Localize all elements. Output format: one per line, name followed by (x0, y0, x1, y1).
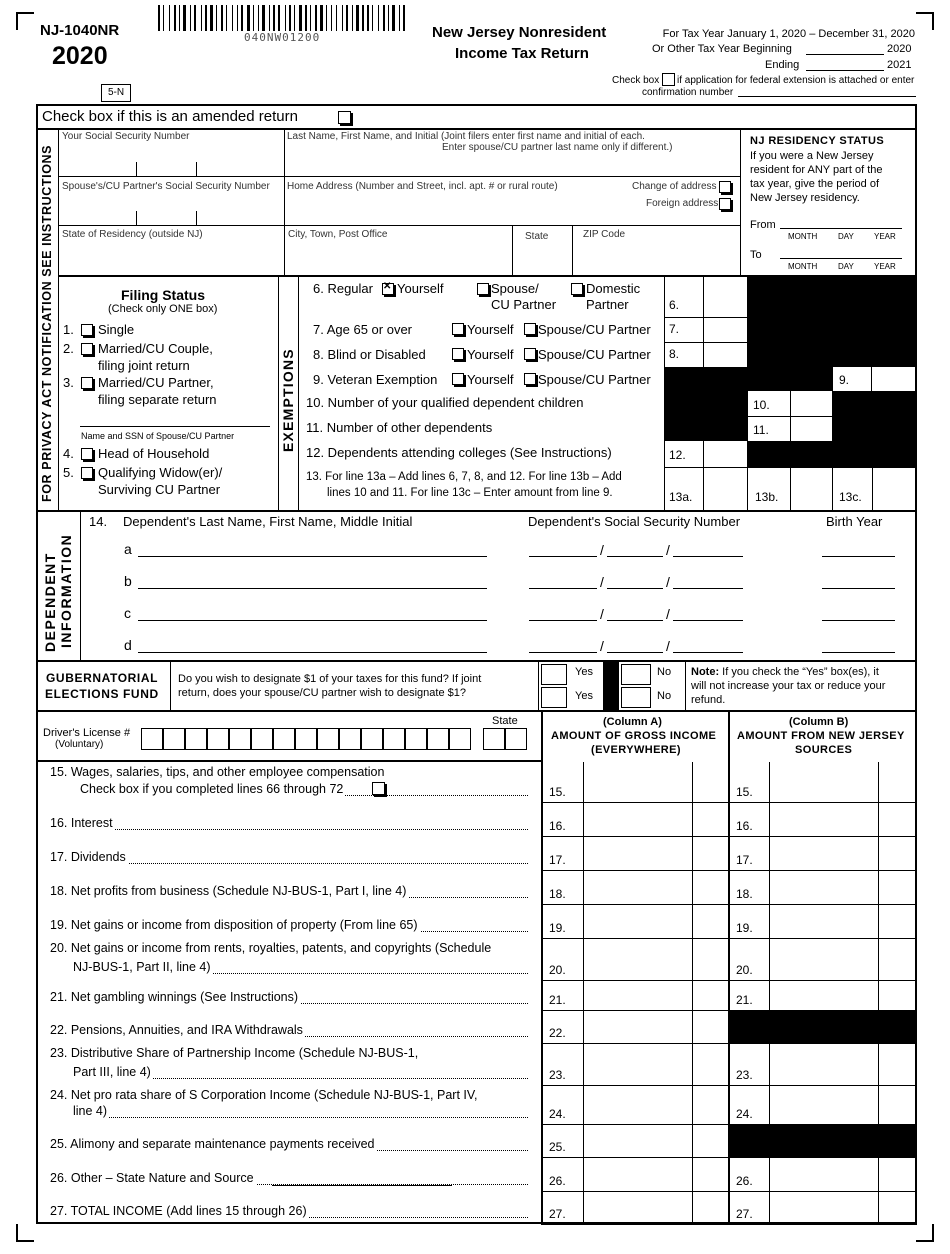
column-b-line-number: 26. (736, 1174, 753, 1188)
dependent-name-header: Dependent's Last Name, First Name, Middle Initial (123, 514, 413, 529)
exempt-blind-yourself-checkbox[interactable] (452, 348, 464, 360)
column-b-line-number: 19. (736, 921, 753, 935)
column-a-amount-field[interactable] (584, 1086, 692, 1124)
column-a-amount-field[interactable] (584, 1011, 692, 1043)
residency-title: NJ RESIDENCY STATUS (750, 135, 885, 147)
dependent-birth-header: Birth Year (826, 514, 883, 529)
column-a-amount-field[interactable] (584, 763, 692, 802)
column-a-line-number: 22. (549, 1026, 566, 1040)
income-line-label: 21. Net gambling winnings (See Instructions) (50, 990, 299, 1004)
column-a-line-number: 26. (549, 1174, 566, 1188)
column-b-amount-field[interactable] (770, 1086, 878, 1124)
exempt-blind-spouse-checkbox[interactable] (524, 348, 536, 360)
income-line-label: 26. Other – State Nature and Source (50, 1171, 254, 1185)
tax-year-beginning: Or Other Tax Year Beginning (652, 43, 792, 55)
gub-spouse-yes-box[interactable] (541, 687, 567, 708)
income-line-label: 18. Net profits from business (Schedule NJ-BUS-1, Part I, line 4) (50, 884, 407, 898)
license-label: Driver's License # (43, 727, 131, 739)
license-digit-box[interactable] (317, 728, 339, 750)
form-year: 2020 (52, 42, 108, 70)
dependent-name-field[interactable] (138, 571, 487, 588)
label-zip: ZIP Code (583, 229, 626, 240)
spouse-ssn-field[interactable] (60, 194, 282, 224)
exempt-veteran-yourself-checkbox[interactable] (452, 373, 464, 385)
column-a-amount-field[interactable] (584, 905, 692, 938)
column-b-line-number: 15. (736, 785, 753, 799)
lines-66-72-checkbox[interactable] (372, 782, 385, 795)
gubernatorial-title: GUBERNATORIAL (46, 671, 159, 685)
income-line-label: line 4) (73, 1104, 108, 1118)
license-digit-box[interactable] (427, 728, 449, 750)
dependent-row-letter: c (124, 605, 131, 621)
label-spouse-ssn: Spouse's/CU Partner's Social Security Number (62, 181, 270, 192)
gubernatorial-note: Note: If you check the “Yes” box(es), it (691, 666, 879, 678)
column-b-amount-field[interactable] (770, 803, 878, 836)
label-state: State (525, 231, 549, 242)
filing-status-title: Filing Status (121, 287, 205, 303)
license-digit-box[interactable] (405, 728, 427, 750)
extension-checkbox[interactable] (662, 73, 675, 86)
exempt-65-yourself-checkbox[interactable] (452, 323, 464, 335)
column-a-line-number: 23. (549, 1068, 566, 1082)
exemptions-side-label: EXEMPTIONS (280, 348, 296, 452)
column-b-line-number: 23. (736, 1068, 753, 1082)
column-b-line-number: 21. (736, 993, 753, 1007)
residency-from-field[interactable] (780, 212, 902, 228)
residency-to-field[interactable] (780, 242, 902, 258)
tax-year-line1: For Tax Year January 1, 2020 – December 31, 2020 (662, 28, 915, 40)
tax-year-ending: Ending (765, 59, 800, 71)
privacy-side-label: FOR PRIVACY ACT NOTIFICATION SEE INSTRUCTIONS (40, 144, 54, 502)
income-line-label: Check box if you completed lines 66 through 72 (80, 782, 344, 796)
box-9-label: 9. (839, 373, 850, 387)
license-digit-box[interactable] (383, 728, 405, 750)
exempt-regular-yourself-checkbox[interactable] (382, 283, 394, 295)
dependent-birth-year-field[interactable] (822, 539, 895, 556)
dependent-row-letter: b (124, 573, 132, 589)
change-address-checkbox[interactable] (719, 181, 731, 193)
license-digit-box[interactable] (207, 728, 229, 750)
box-6-label: 6. (669, 298, 680, 312)
filing-head-household-checkbox[interactable] (81, 448, 93, 460)
column-a-line-number: 16. (549, 819, 566, 833)
license-digit-box[interactable] (141, 728, 163, 750)
dependent-name-field[interactable] (138, 635, 487, 652)
filing-single-checkbox[interactable] (81, 324, 93, 336)
column-b-line-number: 17. (736, 853, 753, 867)
code-box: 5-N (101, 84, 131, 102)
license-digit-box[interactable] (273, 728, 295, 750)
column-a-amount-field[interactable] (584, 1158, 692, 1191)
foreign-address-checkbox[interactable] (719, 198, 731, 210)
column-b-amount-field[interactable] (770, 871, 878, 904)
column-a-amount-field[interactable] (584, 1044, 692, 1085)
license-digit-box[interactable] (229, 728, 251, 750)
dependent-ssn-field[interactable] (529, 571, 743, 588)
form-id: NJ-1040NR (40, 22, 120, 39)
dependent-side-label: DEPENDENT (42, 552, 58, 652)
column-b-amount-field[interactable] (770, 837, 878, 870)
license-digit-box[interactable] (163, 728, 185, 750)
dependent-birth-year-field[interactable] (822, 603, 895, 620)
column-a-amount-field[interactable] (584, 837, 692, 870)
income-line-label: 22. Pensions, Annuities, and IRA Withdrawals (50, 1023, 303, 1037)
exempt-regular-domestic-checkbox[interactable] (571, 283, 583, 295)
column-b-line-number: 20. (736, 963, 753, 977)
box-12-label: 12. (669, 448, 686, 462)
column-a-line-number: 19. (549, 921, 566, 935)
income-line-label: 19. Net gains or income from disposition of property (From line 65) (50, 918, 418, 932)
column-b-amount-field[interactable] (770, 1192, 878, 1224)
label-address: Home Address (Number and Street, incl. apt. # or rural route) (287, 181, 558, 192)
dependent-ssn-field[interactable] (529, 603, 743, 620)
column-b-line-number: 27. (736, 1207, 753, 1221)
license-state-box-1[interactable] (483, 728, 505, 750)
column-b-amount-field[interactable] (770, 905, 878, 938)
dependent-ssn-field[interactable] (529, 635, 743, 652)
income-line-label: 17. Dividends (50, 850, 126, 864)
dependent-name-field[interactable] (138, 539, 487, 556)
label-city: City, Town, Post Office (288, 229, 388, 240)
gub-self-yes-box[interactable] (541, 664, 567, 685)
income-line-label: 27. TOTAL INCOME (Add lines 15 through 26) (50, 1204, 307, 1218)
exempt-65-spouse-checkbox[interactable] (524, 323, 536, 335)
column-b-line-number: 24. (736, 1107, 753, 1121)
column-a-line-number: 21. (549, 993, 566, 1007)
label-name: Last Name, First Name, and Initial (Joint filers enter first name and initial of each. (287, 131, 645, 142)
dependent-name-field[interactable] (138, 603, 487, 620)
column-a-line-number: 25. (549, 1140, 566, 1154)
label-ssn: Your Social Security Number (62, 131, 190, 142)
dependent-row-letter: a (124, 541, 132, 557)
dependent-ssn-header: Dependent's Social Security Number (528, 514, 741, 529)
column-b-line-number: 18. (736, 887, 753, 901)
license-digit-box[interactable] (251, 728, 273, 750)
income-line-text: 23. Distributive Share of Partnership Income (Schedule NJ-BUS-1, (50, 1046, 419, 1060)
box-13a-label: 13a. (669, 490, 693, 504)
box-11-label: 11. (753, 423, 769, 437)
form-title-line1: New Jersey Nonresident (432, 24, 607, 41)
license-digit-box[interactable] (361, 728, 383, 750)
column-a-line-number: 24. (549, 1107, 566, 1121)
license-digit-box[interactable] (339, 728, 361, 750)
dependent-row-letter: d (124, 637, 132, 653)
column-b-amount-field[interactable] (770, 1158, 878, 1191)
box-10-label: 10. (753, 398, 770, 412)
column-b-amount-field[interactable] (770, 939, 878, 980)
label-state-residency: State of Residency (outside NJ) (62, 229, 203, 240)
column-a-amount-field[interactable] (584, 871, 692, 904)
box-8-label: 8. (669, 347, 680, 361)
column-a-amount-field[interactable] (584, 1192, 692, 1224)
column-a-line-number: 17. (549, 853, 566, 867)
amended-checkbox[interactable] (338, 111, 351, 124)
column-b-amount-field[interactable] (770, 981, 878, 1010)
income-line-label: Part III, line 4) (73, 1065, 151, 1079)
income-line-label: NJ-BUS-1, Part II, line 4) (73, 960, 211, 974)
spouse-name-ssn-field[interactable] (80, 408, 270, 426)
column-a-amount-field[interactable] (584, 803, 692, 836)
box-13b-label: 13b. (755, 490, 779, 504)
column-a-line-number: 15. (549, 785, 566, 799)
column-b-blocked (730, 1124, 917, 1157)
box-13c-label: 13c. (839, 490, 862, 504)
name-field[interactable] (286, 155, 738, 175)
income-line-text: 15. Wages, salaries, tips, and other employee compensation (50, 765, 385, 779)
column-b-blocked (730, 1010, 917, 1043)
column-a-title: (Column A) (603, 716, 662, 728)
column-b-amount-field[interactable] (770, 1044, 878, 1085)
license-digit-box[interactable] (185, 728, 207, 750)
income-line-label: 16. Interest (50, 816, 113, 830)
column-a-line-number: 27. (549, 1207, 566, 1221)
income-line-text: 24. Net pro rata share of S Corporation Income (Schedule NJ-BUS-1, Part IV, (50, 1088, 478, 1102)
gub-spouse-no-box[interactable] (621, 687, 651, 708)
column-a-line-number: 18. (549, 887, 566, 901)
other-income-source-field[interactable] (272, 1169, 452, 1185)
column-a-amount-field[interactable] (584, 1125, 692, 1157)
dependent-birth-year-field[interactable] (822, 571, 895, 588)
dependent-ssn-field[interactable] (529, 539, 743, 556)
filing-widow-checkbox[interactable] (81, 467, 93, 479)
barcode-text: 040NW01200 (244, 31, 321, 44)
box-7-label: 7. (669, 322, 680, 336)
column-a-amount-field[interactable] (584, 939, 692, 980)
dependent-birth-year-field[interactable] (822, 635, 895, 652)
license-state-box-2[interactable] (505, 728, 527, 750)
filing-joint-checkbox[interactable] (81, 343, 93, 355)
filing-separate-checkbox[interactable] (81, 377, 93, 389)
exempt-regular-spouse-checkbox[interactable] (477, 283, 489, 295)
address-field[interactable] (286, 200, 626, 224)
gub-self-no-box[interactable] (621, 664, 651, 685)
form-title-line2: Income Tax Return (455, 45, 589, 62)
ssn-field[interactable] (60, 145, 282, 175)
column-b-amount-field[interactable] (770, 763, 878, 802)
license-digit-box[interactable] (449, 728, 471, 750)
column-b-line-number: 16. (736, 819, 753, 833)
amended-label: Check box if this is an amended return (42, 108, 298, 125)
column-a-amount-field[interactable] (584, 981, 692, 1010)
column-b-title: (Column B) (789, 716, 849, 728)
exempt-veteran-spouse-checkbox[interactable] (524, 373, 536, 385)
income-line-text: 20. Net gains or income from rents, royalties, patents, and copyrights (Schedule (50, 941, 492, 955)
column-a-line-number: 20. (549, 963, 566, 977)
license-digit-box[interactable] (295, 728, 317, 750)
income-line-label: 25. Alimony and separate maintenance payments received (50, 1137, 375, 1151)
